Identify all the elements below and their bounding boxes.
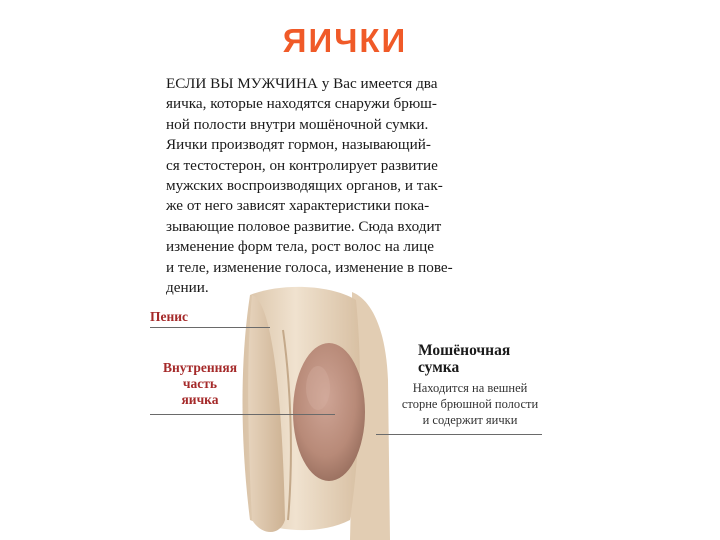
page-title: ЯИЧКИ (282, 22, 408, 59)
testis-shape (293, 343, 365, 481)
testis-highlight (306, 366, 330, 410)
paragraph-line: же от него зависят характеристики пока- (166, 197, 430, 215)
paragraph-line: изменение форм тела, рост волос на лице (166, 238, 434, 256)
penis-leader-line (150, 327, 270, 328)
paragraph-line: ной полости внутри мошёночной сумки. (166, 115, 429, 133)
inner-label-line: яичка (181, 392, 219, 407)
scrotum-title-line: Мошёночная (418, 342, 511, 359)
paragraph-line: дении. (166, 279, 209, 297)
inner-testis-leader-line (150, 414, 335, 415)
scrotum-desc-line: сторне брюшной полости (401, 397, 539, 411)
scrotum-title-line: сумка (418, 359, 460, 376)
paragraph-line: и теле, изменение голоса, изменение в пове- (166, 258, 453, 276)
paragraph-line: зывающие половое развитие. Сюда входит (166, 217, 442, 235)
paragraph-line: яичка, которые находятся снаружи брюш- (166, 95, 437, 113)
scrotum-leader-line (376, 434, 542, 435)
scrotum-desc-line: и содержит яички (422, 413, 518, 427)
paragraph-line: ся тестостерон, он контролирует развитие (166, 156, 438, 174)
scrotum-description (380, 380, 560, 428)
scrotum-label (418, 342, 510, 376)
inner-label-line: Внутренняя (163, 360, 237, 375)
inner-testis-label (150, 360, 250, 408)
scrotum-desc-line: Находится на вешней (412, 381, 528, 395)
paragraph-line: мужских воспроизводящих органов, и так- (166, 177, 443, 195)
inner-label-line: часть (182, 376, 218, 391)
penis-label: Пенис (150, 309, 189, 324)
paragraph-line: Яички производят гормон, называющий- (166, 136, 431, 154)
paragraph-line: ЕСЛИ ВЫ МУЖЧИНА у Вас имеется два (166, 75, 438, 92)
